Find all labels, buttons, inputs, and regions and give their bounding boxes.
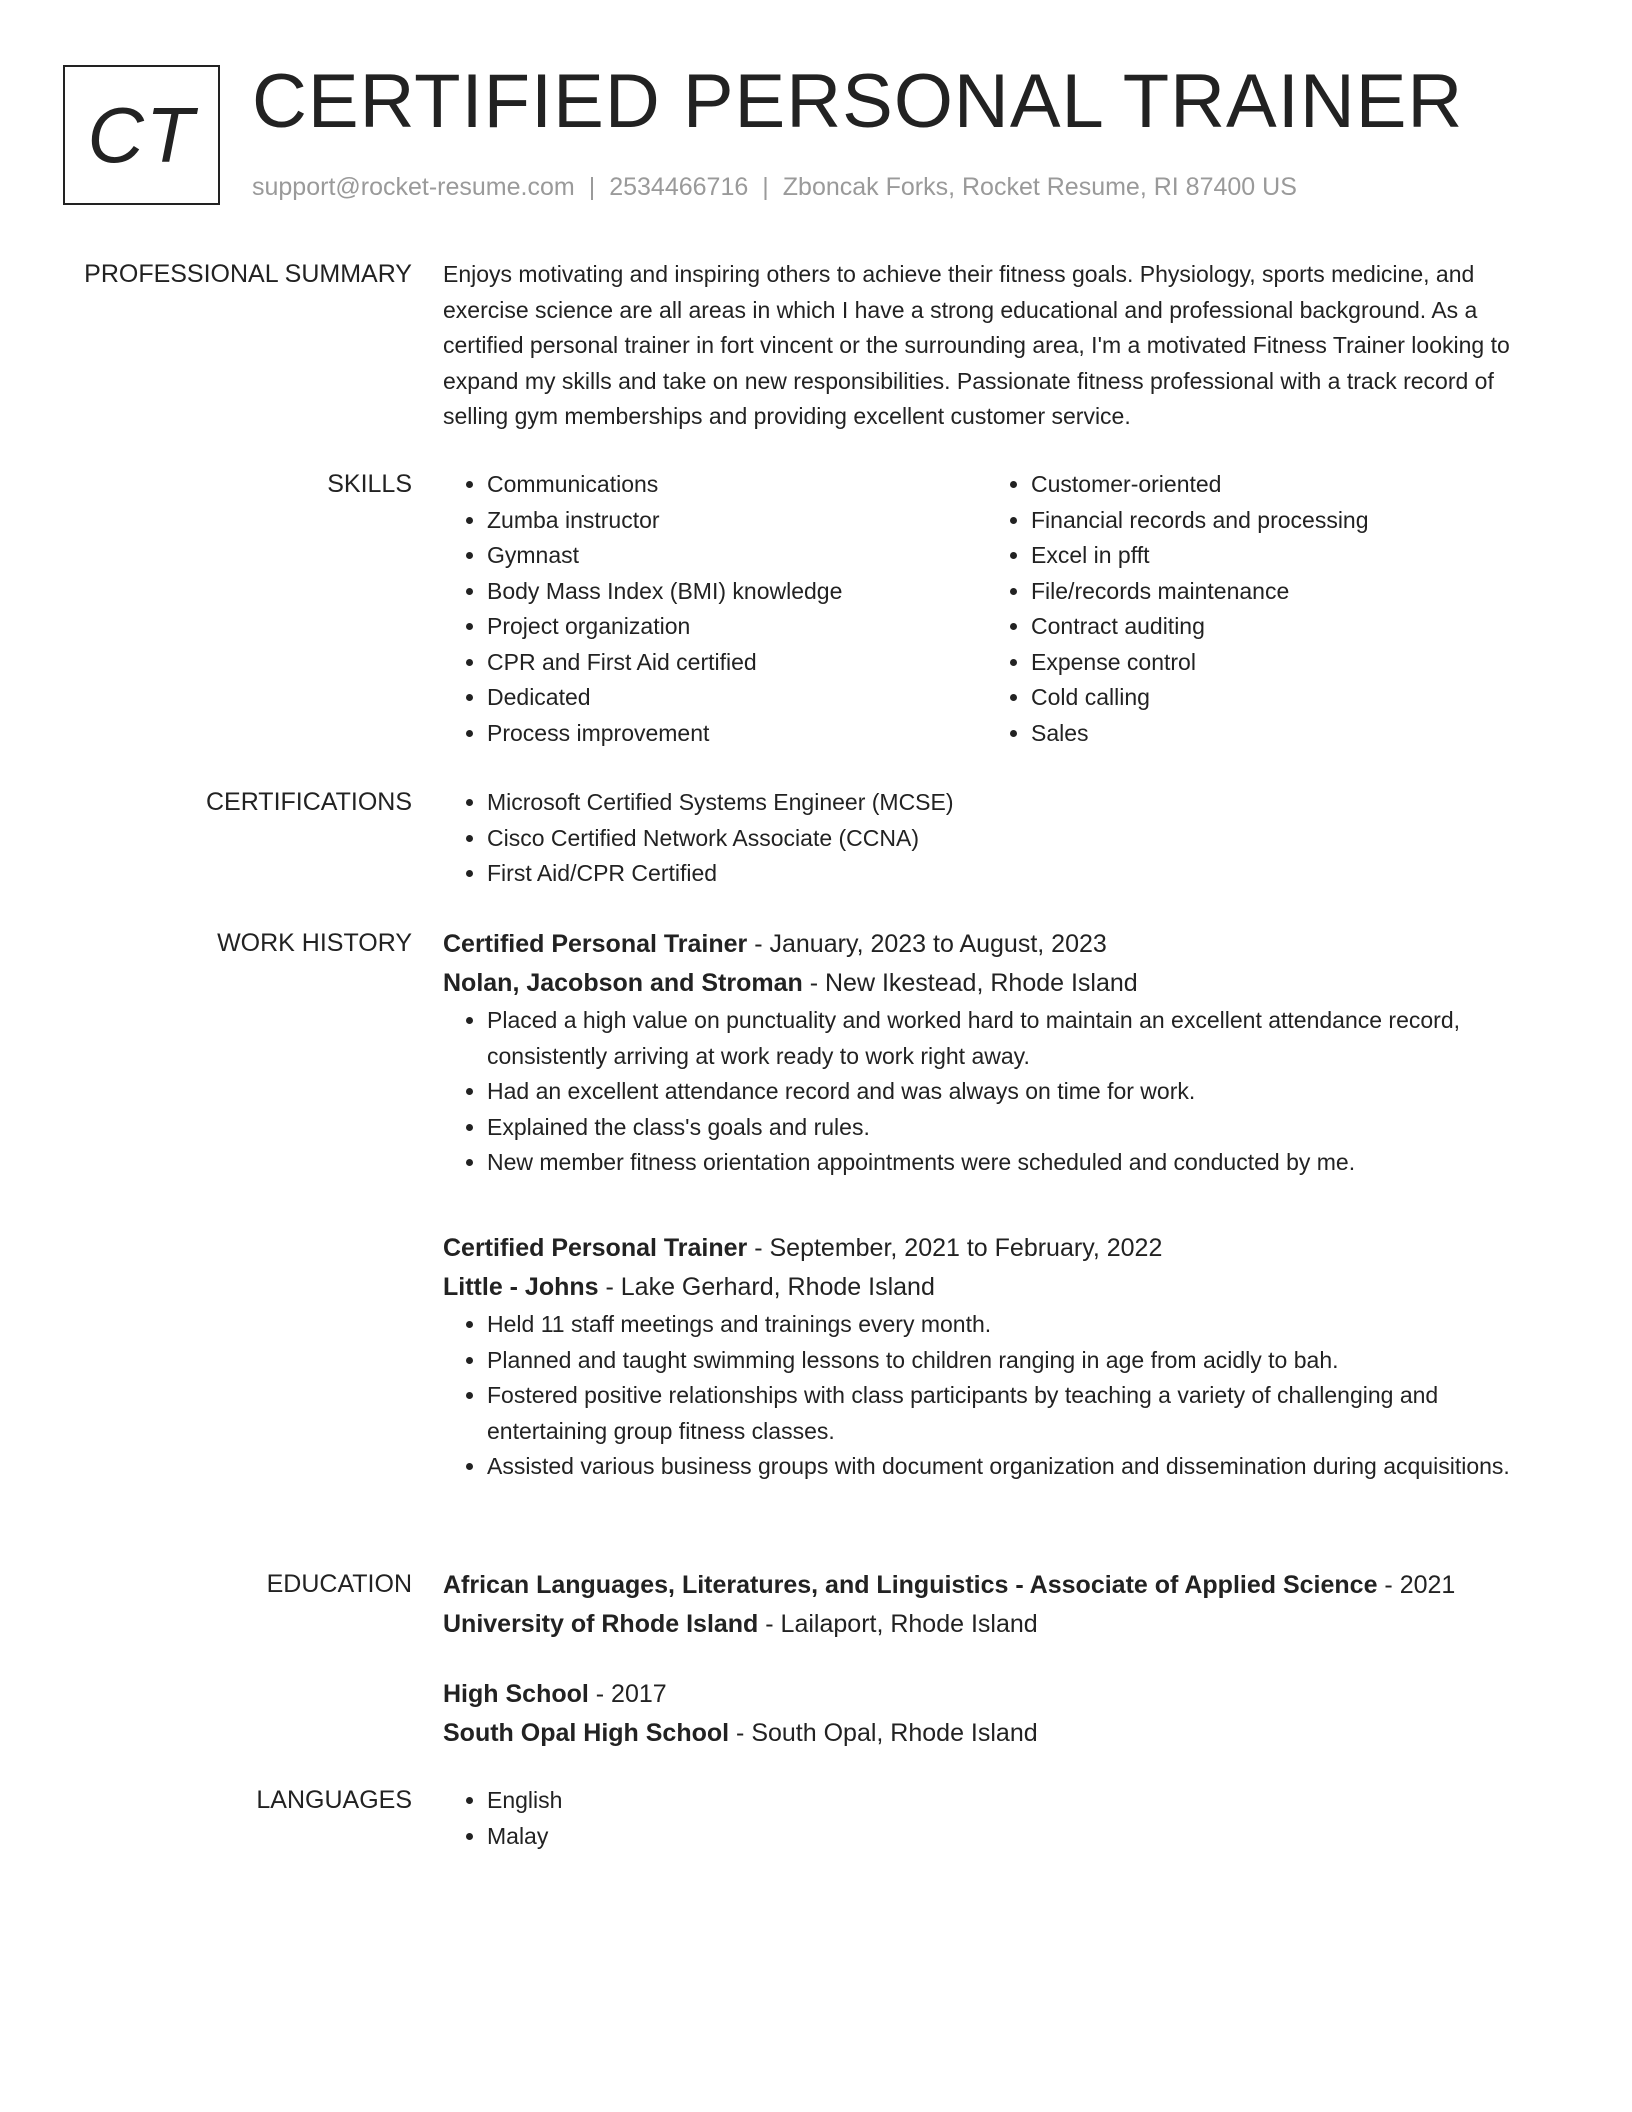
skill-item: • Gymnast <box>487 538 987 574</box>
section-title-summary: PROFESSIONAL SUMMARY <box>84 260 412 288</box>
skills-column-right <box>987 467 1531 751</box>
job-bullet: • Explained the class's goals and rules. <box>487 1110 1555 1146</box>
education-degree-line <box>443 1675 1555 1714</box>
skills-grid <box>443 467 1555 751</box>
summary-text: Enjoys motivating and inspiring others to achieve their fitness goals. Physiology, sports medicine, and exercise science are all areas in which I have a strong educational and professional background. As a certified personal trainer in fort vincent or the surrounding area, I'm a motivated Fitness Trainer looking to expand my skills and take on new responsibilities. Passionate fitness professional with a track record of selling gym memberships and providing excellent customer service. <box>443 261 1510 429</box>
certifications-list <box>443 785 1555 892</box>
job-bullet: • Planned and taught swimming lessons to children ranging in age from acidly to bah. <box>487 1343 1555 1379</box>
job-company-line <box>443 964 1555 1003</box>
job-entry <box>443 1229 1555 1485</box>
job-company: Nolan, Jacobson and Stroman <box>443 969 803 997</box>
education-school-line <box>443 1605 1555 1644</box>
education-location: - South Opal, Rhode Island <box>729 1719 1038 1747</box>
education-school: South Opal High School <box>443 1719 730 1747</box>
education-entry <box>443 1566 1555 1644</box>
language-item: • Malay <box>487 1819 1555 1855</box>
job-bullet: • New member fitness orientation appointments were scheduled and conducted by me. <box>487 1145 1555 1181</box>
monogram-box <box>63 65 220 205</box>
job-bullet: • Fostered positive relationships with class participants by teaching a variety of challenging and entertaining group fitness classes. <box>487 1378 1555 1449</box>
job-bullets <box>443 1003 1555 1181</box>
education-year: - 2021 <box>1377 1571 1456 1599</box>
job-company-line <box>443 1268 1555 1307</box>
job-location: - Lake Gerhard, Rhode Island <box>598 1273 935 1301</box>
skill-item: • Excel in pfft <box>1031 538 1531 574</box>
education-year: - 2017 <box>588 1680 667 1708</box>
job-dates: - September, 2021 to February, 2022 <box>747 1234 1163 1262</box>
section-title-education: EDUCATION <box>266 1570 412 1598</box>
job-bullet: • Held 11 staff meetings and trainings every month. <box>487 1307 1555 1343</box>
job-role: Certified Personal Trainer <box>443 930 748 958</box>
skills-list-right <box>987 467 1531 751</box>
education-school-line <box>443 1714 1555 1753</box>
certification-item: • Cisco Certified Network Associate (CCNA) <box>487 821 1555 857</box>
skill-item: • Expense control <box>1031 645 1531 681</box>
education-school: University of Rhode Island <box>443 1610 759 1638</box>
skills-column-left <box>443 467 987 751</box>
certification-item: • Microsoft Certified Systems Engineer (MCSE) <box>487 785 1555 821</box>
job-entry <box>443 925 1555 1181</box>
job-company: Little - Johns <box>443 1273 599 1301</box>
language-item: • English <box>487 1783 1555 1819</box>
skill-item: • Zumba instructor <box>487 503 987 539</box>
skill-item: • Contract auditing <box>1031 609 1531 645</box>
skill-item: • Project organization <box>487 609 987 645</box>
job-bullet: • Had an excellent attendance record and was always on time for work. <box>487 1074 1555 1110</box>
monogram-initials: CT <box>87 90 196 179</box>
education-degree: High School <box>443 1680 589 1708</box>
skill-item: • Financial records and processing <box>1031 503 1531 539</box>
contact-address: Zboncak Forks, Rocket Resume, RI 87400 US <box>782 173 1297 201</box>
job-bullet: • Placed a high value on punctuality and worked hard to maintain an excellent attendance record, consistently arriving at work ready to work right away. <box>487 1003 1555 1074</box>
job-title-line <box>443 925 1555 964</box>
education-degree: African Languages, Literatures, and Linguistics - Associate of Applied Science <box>443 1571 1378 1599</box>
contact-separator: | <box>762 173 769 201</box>
skill-item: • Dedicated <box>487 680 987 716</box>
education-location: - Lailaport, Rhode Island <box>758 1610 1038 1638</box>
skill-item: • Sales <box>1031 716 1531 752</box>
section-title-certifications: CERTIFICATIONS <box>205 788 412 816</box>
job-bullets <box>443 1307 1555 1485</box>
languages-body <box>443 1783 1555 1854</box>
section-title-work-history: WORK HISTORY <box>217 929 412 957</box>
skill-item: • Cold calling <box>1031 680 1531 716</box>
skill-item: • Customer-oriented <box>1031 467 1531 503</box>
languages-list <box>443 1783 1555 1854</box>
skill-item: • Process improvement <box>487 716 987 752</box>
job-role: Certified Personal Trainer <box>443 1234 748 1262</box>
skill-item: • Communications <box>487 467 987 503</box>
job-dates: - January, 2023 to August, 2023 <box>747 930 1107 958</box>
contact-line <box>252 172 1297 202</box>
job-location: - New Ikestead, Rhode Island <box>802 969 1138 997</box>
contact-email[interactable]: support@rocket-resume.com <box>252 173 575 201</box>
job-bullet: • Assisted various business groups with document organization and dissemination during acquisitions. <box>487 1449 1555 1485</box>
education-entry <box>443 1675 1555 1753</box>
education-degree-line <box>443 1566 1555 1605</box>
resume-name: CERTIFIED PERSONAL TRAINER <box>252 59 1464 144</box>
skill-item: • File/records maintenance <box>1031 574 1531 610</box>
skills-body <box>443 467 1555 751</box>
summary-body <box>443 257 1555 435</box>
skill-item: • CPR and First Aid certified <box>487 645 987 681</box>
contact-phone[interactable]: 2534466716 <box>609 173 749 201</box>
contact-separator: | <box>588 173 596 201</box>
skill-item: • Body Mass Index (BMI) knowledge <box>487 574 987 610</box>
job-title-line <box>443 1229 1555 1268</box>
section-title-skills: SKILLS <box>327 470 412 498</box>
certifications-body <box>443 785 1555 892</box>
skills-list-left <box>443 467 987 751</box>
certification-item: • First Aid/CPR Certified <box>487 856 1555 892</box>
section-title-languages: LANGUAGES <box>256 1786 412 1814</box>
